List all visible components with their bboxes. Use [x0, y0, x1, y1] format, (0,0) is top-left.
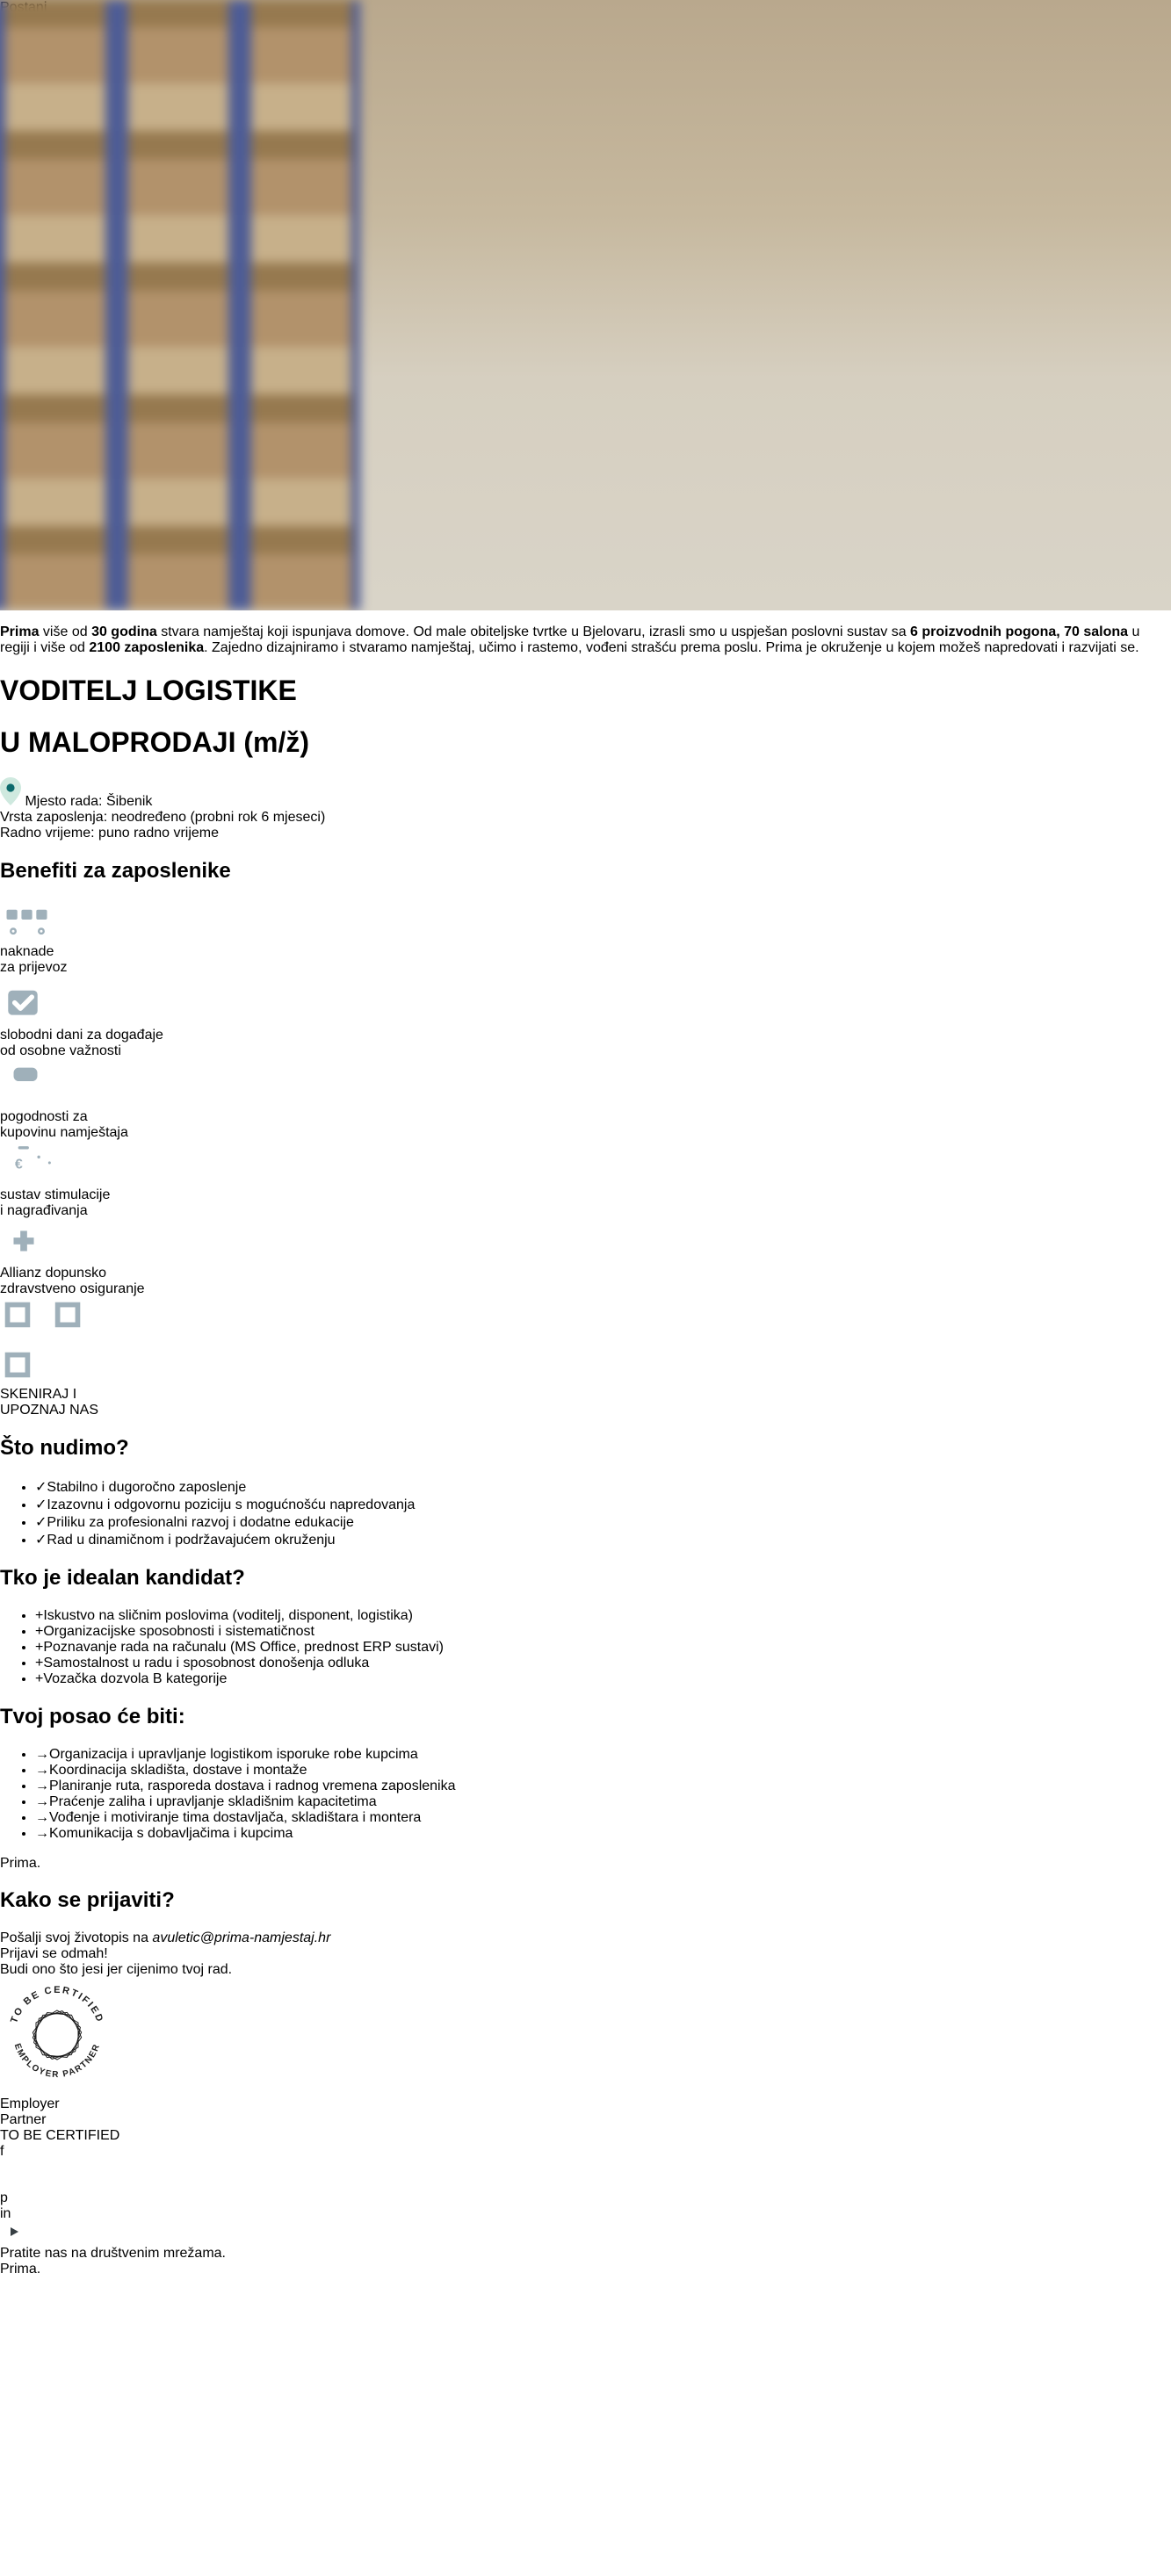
list-item: [35, 1640, 1171, 1656]
list-item-text: Vođenje i motiviranje tima dostavljača, skladištara i montera: [49, 1809, 422, 1825]
location-pin-icon: [0, 794, 25, 809]
facebook-icon[interactable]: f: [0, 2144, 4, 2160]
list-item-text: Vozačka dozvola B kategorije: [43, 1670, 228, 1686]
intro-segment: 30 godina: [91, 624, 157, 639]
list-item: [35, 1671, 1171, 1687]
job-details-column: [0, 1436, 1171, 1842]
footer: [0, 1978, 1171, 2277]
employer-partner-line-1: Employer: [0, 2096, 60, 2112]
benefit-item: [0, 901, 1171, 976]
list-item-text: Organizacija i upravljanje logistikom isporuke robe kupcima: [49, 1746, 418, 1762]
benefit-item: [0, 1219, 1171, 1297]
list-item: [35, 1608, 1171, 1624]
prima-logo: Prima.: [0, 2262, 41, 2277]
truck-brand-logo: Prima.: [0, 1855, 41, 1871]
warehouse-rack-left: [0, 0, 360, 610]
apply-cta: Prijavi se odmah!: [0, 1946, 108, 1962]
qr-label-line-1: SKENIRAJ I: [0, 1387, 77, 1403]
list-item-text: Planiranje ruta, rasporeda dostava i radnog vremena zaposlenika: [49, 1778, 456, 1793]
details-columns: [0, 859, 1171, 1871]
svg-text:€: €: [14, 1157, 23, 1173]
list-item-text: Iskustvo na sličnim poslovima (voditelj, disponent, logistika): [43, 1607, 413, 1623]
intro-segment: 2100 zaposlenika: [89, 640, 205, 655]
list-item: [35, 1810, 703, 1826]
list-item: [35, 1478, 1171, 1496]
benefit-item: [0, 1141, 1171, 1219]
social-follow-text: Pratite nas na društvenim mrežama.: [0, 2246, 226, 2262]
intro-segment: stvara namještaj koji ispunjava domove. Od male obiteljske tvrtke u Bjelovaru, izrasli smo u uspješan poslovni sustav sa: [156, 624, 911, 639]
truck-trailer: [0, 1856, 1171, 1872]
benefits-heading: Benefiti za zaposlenike: [0, 859, 231, 884]
qr-label-line-2: UPOZNAJ NAS: [0, 1403, 99, 1418]
list-item-text: Koordinacija skladišta, dostave i montaže: [49, 1762, 307, 1778]
list-item: [35, 1826, 703, 1842]
plus-icon: +: [35, 1623, 44, 1639]
list-item-text: Priliku za profesionalni razvoj i dodatne edukacije: [47, 1514, 354, 1530]
list-item-text: Rad u dinamičnom i podržavajućem okruženju: [47, 1532, 336, 1548]
benefit-label: sustav stimulacije i nagrađivanja: [0, 1187, 111, 1219]
benefits-column: [0, 859, 1171, 1418]
company-intro-band: [0, 624, 1171, 656]
quote-band: [0, 1962, 1171, 1978]
plus-icon: +: [35, 1670, 44, 1686]
arrow-icon: →: [35, 1762, 49, 1778]
list-item-text: Praćenje zaliha i upravljanje skladišnim kapacitetima: [49, 1793, 377, 1809]
warehouse-rack-right: [776, 0, 1171, 610]
benefit-item: [0, 976, 1171, 1059]
plus-icon: +: [35, 1639, 44, 1655]
seal-top-text: TO BE CERTIFIED: [9, 1985, 105, 2025]
list-item-text: Stabilno i dugoročno zaposlenje: [47, 1479, 247, 1495]
list-item-text: Samostalnost u radu i sposobnost donošenja odluka: [43, 1655, 370, 1670]
company-intro-text: [0, 624, 1171, 656]
benefit-label: slobodni dani za događaje od osobne važnosti: [0, 1028, 163, 1059]
benefit-item: [0, 1059, 1171, 1141]
arrow-icon: →: [35, 1778, 49, 1793]
intro-segment: . Zajedno dizajniramo i stvaramo namještaj, učimo i rastemo, vođeni strašću prema poslu. Prima je okruženje u kojem možeš napredovati i razvijati se.: [204, 640, 1139, 655]
job-location: Mjesto rada: Šibenik: [25, 794, 153, 810]
intro-segment: više od: [39, 624, 92, 639]
health-heart-icon: [0, 1250, 47, 1265]
piggy-bank-icon: [0, 1157, 54, 1187]
calendar-check-icon: [0, 1012, 46, 1027]
apply-band: [0, 1888, 1171, 1962]
list-item: [35, 1763, 703, 1779]
job-title-band: [0, 675, 1171, 841]
list-item: [35, 1513, 1171, 1531]
check-icon: ✓: [35, 1514, 47, 1530]
list-item: [35, 1496, 1171, 1513]
seal-bottom-text: EMPLOYER PARTNER: [11, 2042, 103, 2081]
list-item: [35, 1779, 703, 1794]
list-item: [35, 1531, 1171, 1548]
arrow-icon: →: [35, 1825, 49, 1841]
arrow-icon: →: [35, 1793, 49, 1809]
apply-email-link[interactable]: avuletic@prima-namjestaj.hr: [152, 1930, 331, 1946]
employer-partner-line-2: Partner: [0, 2112, 47, 2128]
employer-partner-seal: [0, 1978, 1171, 2096]
list-item-text: Organizacijske sposobnosti i sistematičnost: [43, 1623, 314, 1639]
check-icon: ✓: [35, 1497, 47, 1512]
benefit-label: naknade za prijevoz: [0, 944, 68, 976]
plus-icon: +: [35, 1655, 44, 1670]
check-icon: ✓: [35, 1532, 47, 1548]
bus-icon: [0, 928, 54, 943]
quote-text: Budi ono što jesi jer cijenimo tvoj rad.: [0, 1962, 233, 1978]
delivery-truck-illustration: [0, 1856, 1171, 1872]
list-item: [35, 1656, 1171, 1671]
job-working-hours: Radno vrijeme: puno radno vrijeme: [0, 826, 220, 841]
armchair-icon: [0, 1093, 51, 1108]
apply-instruction: Pošalji svoj životopis na: [0, 1930, 153, 1946]
youtube-icon[interactable]: [0, 2222, 1171, 2246]
list-item: [35, 1747, 703, 1763]
offer-heading: Što nudimo?: [0, 1436, 129, 1461]
apply-heading: Kako se prijaviti?: [0, 1888, 175, 1913]
arrow-icon: →: [35, 1746, 49, 1762]
tasks-heading: Tvoj posao će biti:: [0, 1704, 185, 1728]
job-employment-type: Vrsta zaposlenja: neodređeno (probni rok 6 mjeseci): [0, 810, 326, 826]
candidate-heading: Tko je idealan kandidat?: [0, 1565, 245, 1590]
instagram-icon[interactable]: [0, 2160, 1171, 2190]
arrow-icon: →: [35, 1809, 49, 1825]
check-icon: ✓: [35, 1479, 47, 1495]
list-item: [35, 1624, 1171, 1640]
list-item-text: Izazovnu i odgovornu poziciju s mogućnošću napredovanja: [47, 1497, 416, 1512]
benefit-label: pogodnosti za kupovinu namještaja: [0, 1109, 128, 1141]
benefit-label: Allianz dopunsko zdravstveno osiguranje: [0, 1266, 145, 1297]
job-title-line-1: VODITELJ LOGISTIKE: [0, 675, 297, 707]
job-title-line-2: U MALOPRODAJI (m/ž): [0, 725, 309, 758]
plus-icon: +: [35, 1607, 44, 1623]
list-item: [35, 1794, 703, 1810]
qr-code[interactable]: [0, 1297, 1171, 1387]
pinterest-icon[interactable]: p: [0, 2190, 8, 2206]
list-item-text: Poznavanje rada na računalu (MS Office, prednost ERP sustavi): [43, 1639, 444, 1655]
intro-segment: 6 proizvodnih pogona, 70 salona: [910, 624, 1129, 639]
warehouse-photo: [0, 0, 1171, 610]
to-be-certified-badge: TO BE CERTIFIED: [0, 2128, 120, 2144]
linkedin-icon[interactable]: in: [0, 2206, 11, 2222]
intro-segment: u regiji i više od: [0, 624, 1140, 655]
intro-segment: Prima: [0, 624, 40, 639]
list-item-text: Komunikacija s dobavljačima i kupcima: [49, 1825, 293, 1841]
